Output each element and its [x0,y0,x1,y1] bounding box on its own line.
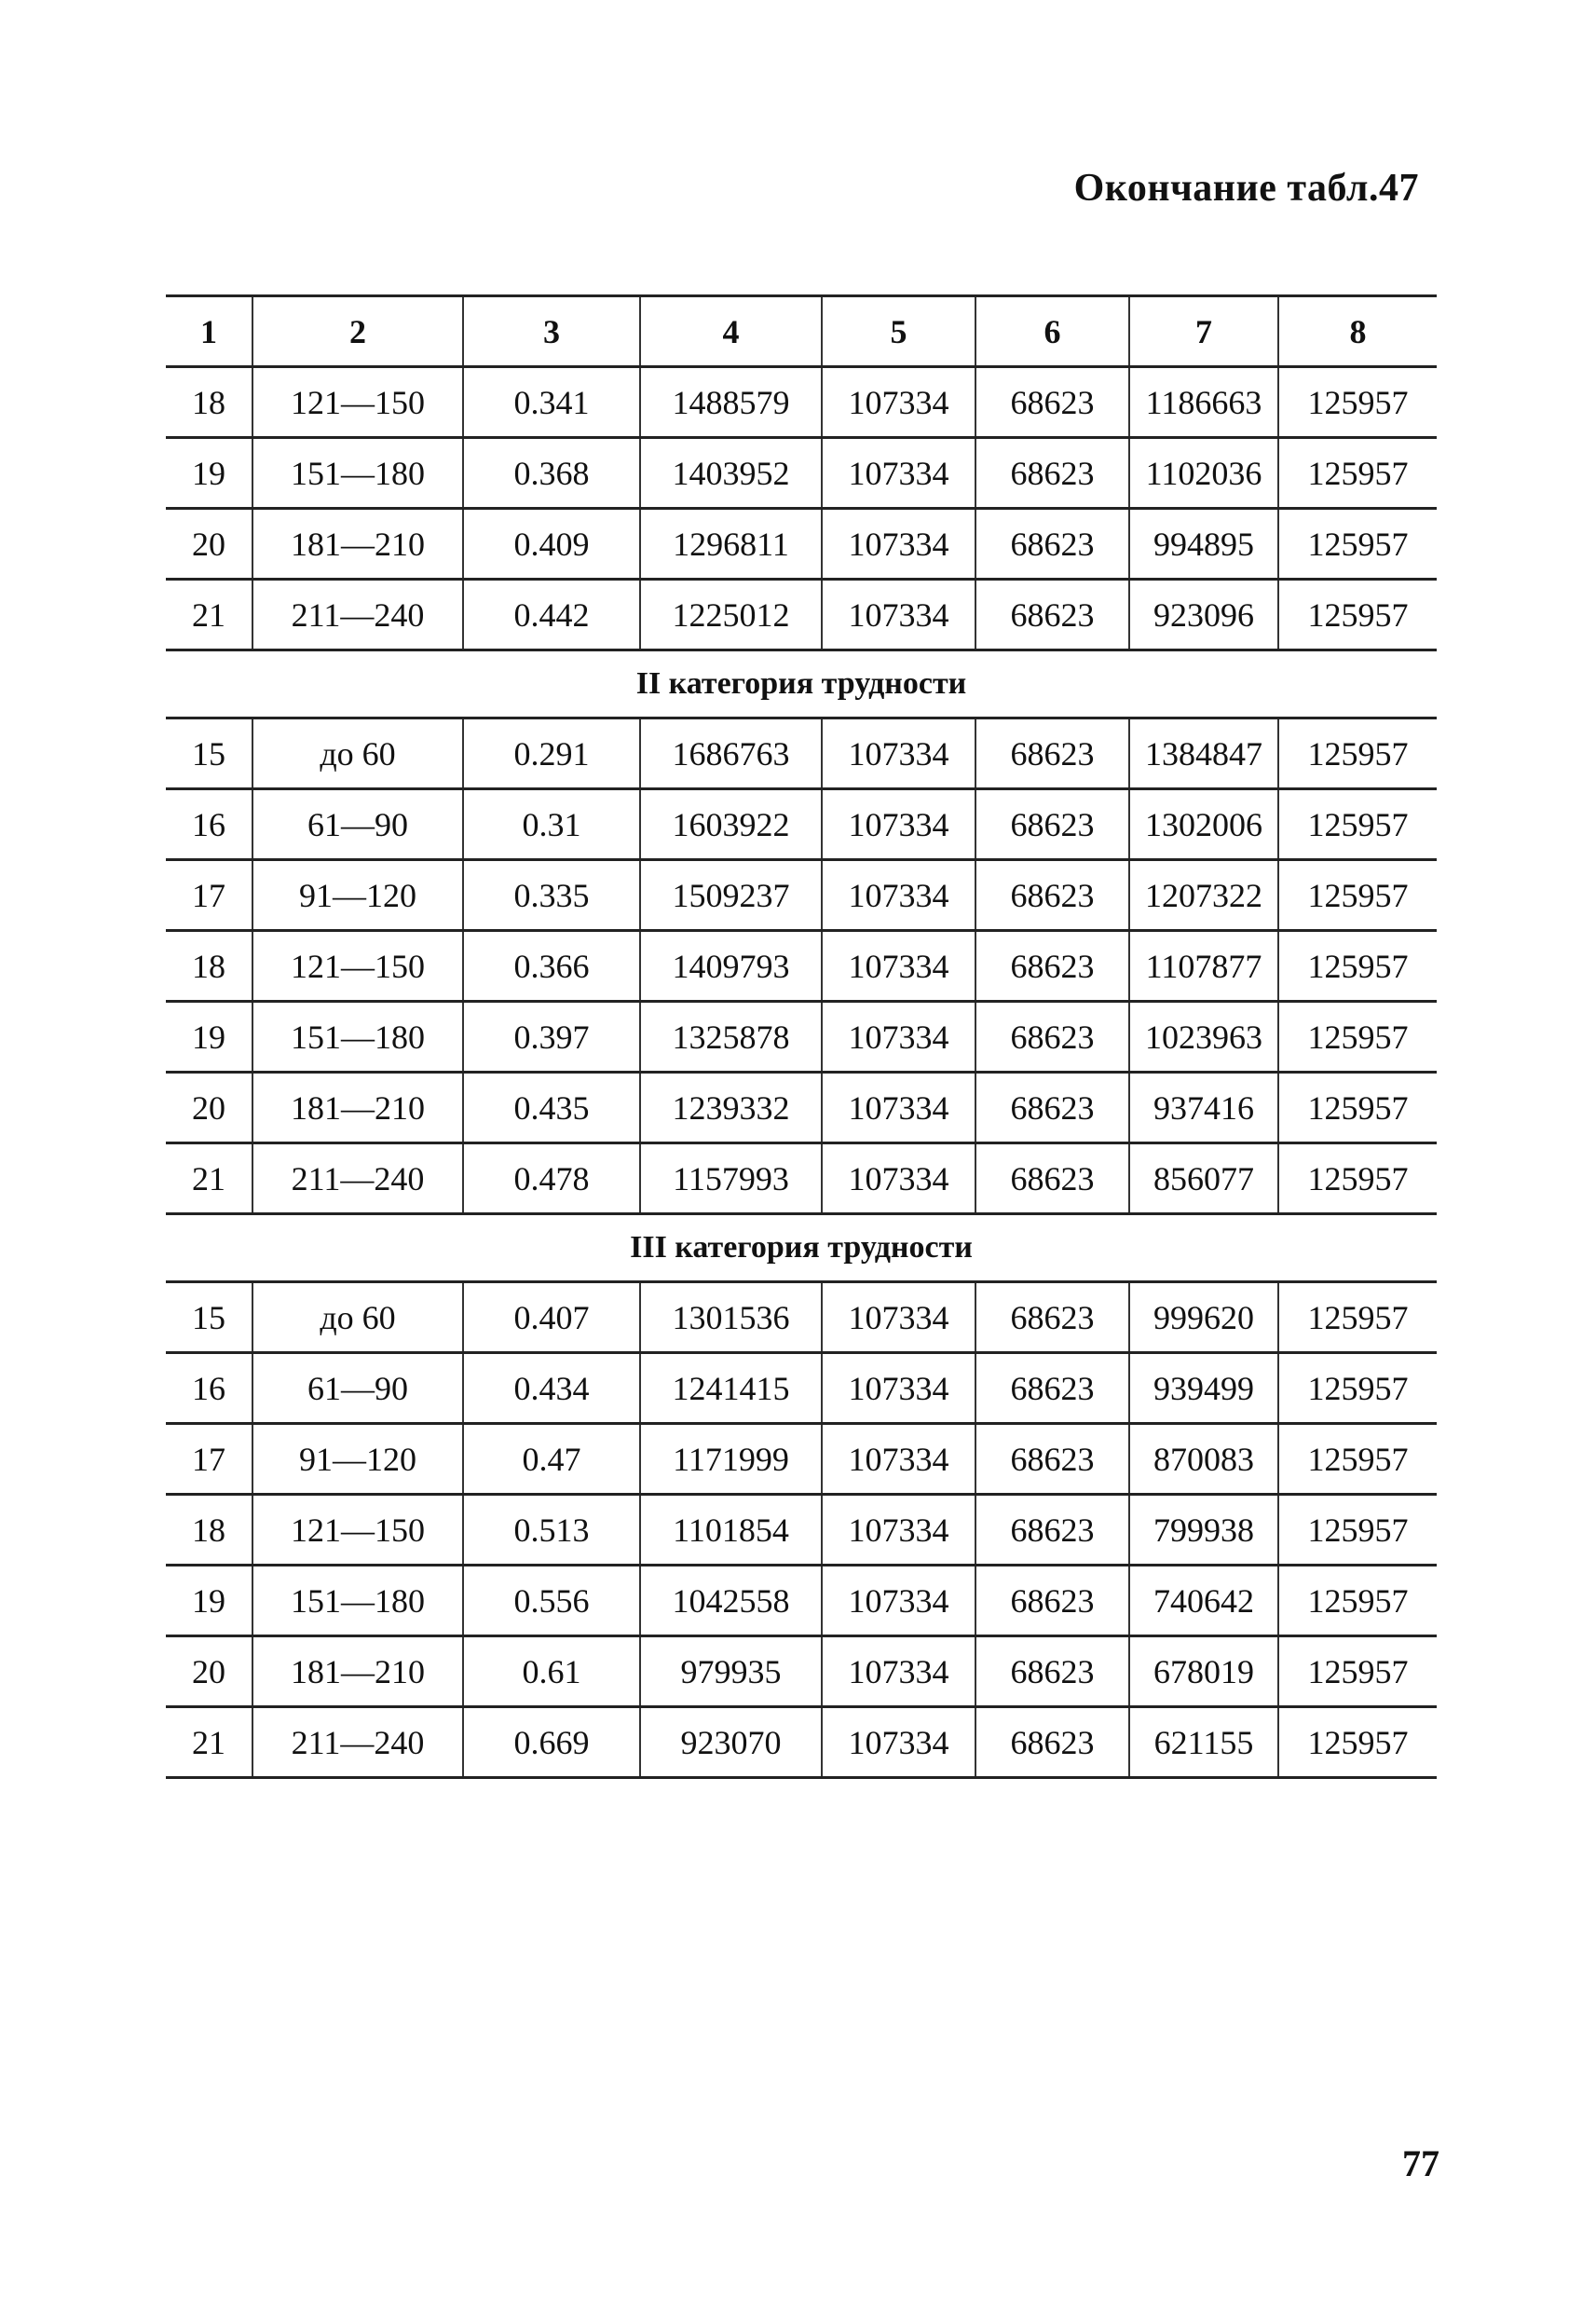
table-cell: 1023963 [1129,1002,1278,1073]
table-cell: 107334 [822,509,975,580]
table-cell: 107334 [822,1495,975,1566]
table-row [166,1282,1437,1353]
table-cell: 1171999 [640,1424,822,1495]
table-cell: 19 [166,1002,252,1073]
table-cell: 1296811 [640,509,822,580]
table-cell: 1325878 [640,1002,822,1073]
table-cell: 1488579 [640,367,822,438]
table-cell: 1101854 [640,1495,822,1566]
table-cell: 211—240 [252,1707,463,1778]
table-cell: 68623 [975,1143,1129,1214]
table-row [166,1707,1437,1778]
table-cell: 125957 [1278,367,1437,438]
table-cell: 937416 [1129,1073,1278,1143]
table-cell: 125957 [1278,1073,1437,1143]
table-cell: 0.61 [463,1636,640,1707]
table-row [166,580,1437,650]
table-cell: 151—180 [252,438,463,509]
table-cell: 107334 [822,367,975,438]
table-cell: 68623 [975,1002,1129,1073]
table-cell: 125957 [1278,1707,1437,1778]
table-cell: 125957 [1278,1002,1437,1073]
table-cell: 0.435 [463,1073,640,1143]
table-row [166,1566,1437,1636]
table-cell: 125957 [1278,718,1437,789]
table-cell: 16 [166,1353,252,1424]
table-cell: 21 [166,1707,252,1778]
table-cell: 0.556 [463,1566,640,1636]
table-cell: 1107877 [1129,931,1278,1002]
table-cell: 20 [166,509,252,580]
table-cell: 91—120 [252,860,463,931]
table-cell: 15 [166,718,252,789]
table-cell: 21 [166,1143,252,1214]
table-cell: 107334 [822,1143,975,1214]
page-number: 77 [1402,2142,1439,2184]
table-cell: 68623 [975,860,1129,931]
table-cell: 61—90 [252,789,463,860]
table-cell: 1301536 [640,1282,822,1353]
table-header-row [166,296,1437,367]
table-row [166,1495,1437,1566]
table-cell: 0.442 [463,580,640,650]
table-cell: 621155 [1129,1707,1278,1778]
table-cell: 923070 [640,1707,822,1778]
table-row [166,509,1437,580]
table-cell: 20 [166,1636,252,1707]
table-caption: Окончание табл.47 [1073,167,1419,210]
table-cell: 151—180 [252,1002,463,1073]
table-cell: 856077 [1129,1143,1278,1214]
table-cell: 125957 [1278,438,1437,509]
table-row [166,1073,1437,1143]
table-cell: 107334 [822,931,975,1002]
table-cell: 121—150 [252,367,463,438]
table-cell: 181—210 [252,1073,463,1143]
table-cell: 68623 [975,580,1129,650]
table-cell: 1384847 [1129,718,1278,789]
table-row [166,789,1437,860]
table-cell: 1225012 [640,580,822,650]
table-cell: 0.513 [463,1495,640,1566]
table-cell: 125957 [1278,860,1437,931]
table-cell: 1207322 [1129,860,1278,931]
table-cell: 0.366 [463,931,640,1002]
table-cell: 151—180 [252,1566,463,1636]
table-cell: 68623 [975,1282,1129,1353]
table-cell: 107334 [822,1566,975,1636]
table-row [166,931,1437,1002]
table-cell: 1239332 [640,1073,822,1143]
table-cell: 0.368 [463,438,640,509]
table-cell: 1403952 [640,438,822,509]
table-cell: 6 [975,296,1129,367]
table-cell: 0.397 [463,1002,640,1073]
table-cell: 68623 [975,1424,1129,1495]
table-cell: до 60 [252,1282,463,1353]
table-cell: 68623 [975,1707,1129,1778]
table-cell: 107334 [822,1424,975,1495]
table-cell: 1509237 [640,860,822,931]
table-cell: 0.31 [463,789,640,860]
table-cell: 125957 [1278,1143,1437,1214]
table-cell: 0.409 [463,509,640,580]
table-cell: 107334 [822,860,975,931]
table-cell: 740642 [1129,1566,1278,1636]
table-row [166,438,1437,509]
table-cell: 125957 [1278,509,1437,580]
table-cell: 211—240 [252,1143,463,1214]
table-cell: 68623 [975,509,1129,580]
table-cell: 0.407 [463,1282,640,1353]
table-cell: 107334 [822,1073,975,1143]
table-cell: 125957 [1278,1424,1437,1495]
table-cell: 121—150 [252,931,463,1002]
table-cell: 15 [166,1282,252,1353]
table-cell: 107334 [822,1282,975,1353]
table-cell: 18 [166,367,252,438]
table-cell: 19 [166,1566,252,1636]
table-cell: 181—210 [252,1636,463,1707]
table-cell: 0.478 [463,1143,640,1214]
table-cell: 923096 [1129,580,1278,650]
table-cell: 107334 [822,1636,975,1707]
section-title: II категория трудности [166,650,1437,718]
table-cell: 181—210 [252,509,463,580]
table-cell: 107334 [822,1002,975,1073]
table-cell: 68623 [975,1636,1129,1707]
table-cell: 0.335 [463,860,640,931]
table-cell: 16 [166,789,252,860]
table-cell: 68623 [975,438,1129,509]
table-cell: 994895 [1129,509,1278,580]
table-cell: 19 [166,438,252,509]
table-cell: 61—90 [252,1353,463,1424]
table-cell: 939499 [1129,1353,1278,1424]
table-cell: 68623 [975,1566,1129,1636]
table-cell: 125957 [1278,580,1437,650]
table-row [166,860,1437,931]
table-cell: 1 [166,296,252,367]
section-header-row [166,1214,1437,1282]
table-cell: 0.341 [463,367,640,438]
table-cell: 211—240 [252,580,463,650]
table-body [166,296,1437,1778]
table-cell: 0.669 [463,1707,640,1778]
table-cell: 125957 [1278,1566,1437,1636]
table-cell: 1603922 [640,789,822,860]
table-row [166,367,1437,438]
data-table-container [166,294,1437,1779]
table-cell: 68623 [975,1073,1129,1143]
table-cell: 125957 [1278,1495,1437,1566]
table-cell: 0.291 [463,718,640,789]
table-cell: 68623 [975,1495,1129,1566]
table-cell: 999620 [1129,1282,1278,1353]
table-cell: 870083 [1129,1424,1278,1495]
table-cell: 68623 [975,931,1129,1002]
table-cell: 107334 [822,1707,975,1778]
table-row [166,1424,1437,1495]
table-cell: 0.47 [463,1424,640,1495]
table-cell: 799938 [1129,1495,1278,1566]
table-cell: 678019 [1129,1636,1278,1707]
table-row [166,1636,1437,1707]
table-cell: 20 [166,1073,252,1143]
table-cell: 1042558 [640,1566,822,1636]
table-row [166,1353,1437,1424]
table-cell: 979935 [640,1636,822,1707]
table-cell: 125957 [1278,1636,1437,1707]
table-cell: 107334 [822,580,975,650]
table-cell: 8 [1278,296,1437,367]
table-cell: 0.434 [463,1353,640,1424]
table-cell: 2 [252,296,463,367]
table-cell: 107334 [822,438,975,509]
table-cell: 18 [166,1495,252,1566]
table-cell: 1686763 [640,718,822,789]
table-cell: 107334 [822,718,975,789]
table-cell: 68623 [975,367,1129,438]
table-cell: 17 [166,1424,252,1495]
table-cell: 4 [640,296,822,367]
table-cell: 7 [1129,296,1278,367]
table-row [166,1002,1437,1073]
table-cell: 91—120 [252,1424,463,1495]
table-cell: 3 [463,296,640,367]
table-cell: 107334 [822,1353,975,1424]
table-cell: 125957 [1278,1353,1437,1424]
table-cell: 1102036 [1129,438,1278,509]
table-cell: 5 [822,296,975,367]
table-cell: 68623 [975,1353,1129,1424]
section-title: III категория трудности [166,1214,1437,1282]
table-cell: 1302006 [1129,789,1278,860]
table-cell: 125957 [1278,789,1437,860]
table-cell: 18 [166,931,252,1002]
table-cell: 107334 [822,789,975,860]
table-cell: 1409793 [640,931,822,1002]
table-cell: 21 [166,580,252,650]
table-cell: 125957 [1278,931,1437,1002]
table-cell: 1241415 [640,1353,822,1424]
table-row [166,718,1437,789]
table-cell: 68623 [975,789,1129,860]
table-cell: 1186663 [1129,367,1278,438]
table-cell: 68623 [975,718,1129,789]
table-cell: 1157993 [640,1143,822,1214]
table-row [166,1143,1437,1214]
data-table [166,294,1437,1779]
table-cell: 125957 [1278,1282,1437,1353]
table-cell: до 60 [252,718,463,789]
table-cell: 17 [166,860,252,931]
section-header-row [166,650,1437,718]
table-cell: 121—150 [252,1495,463,1566]
